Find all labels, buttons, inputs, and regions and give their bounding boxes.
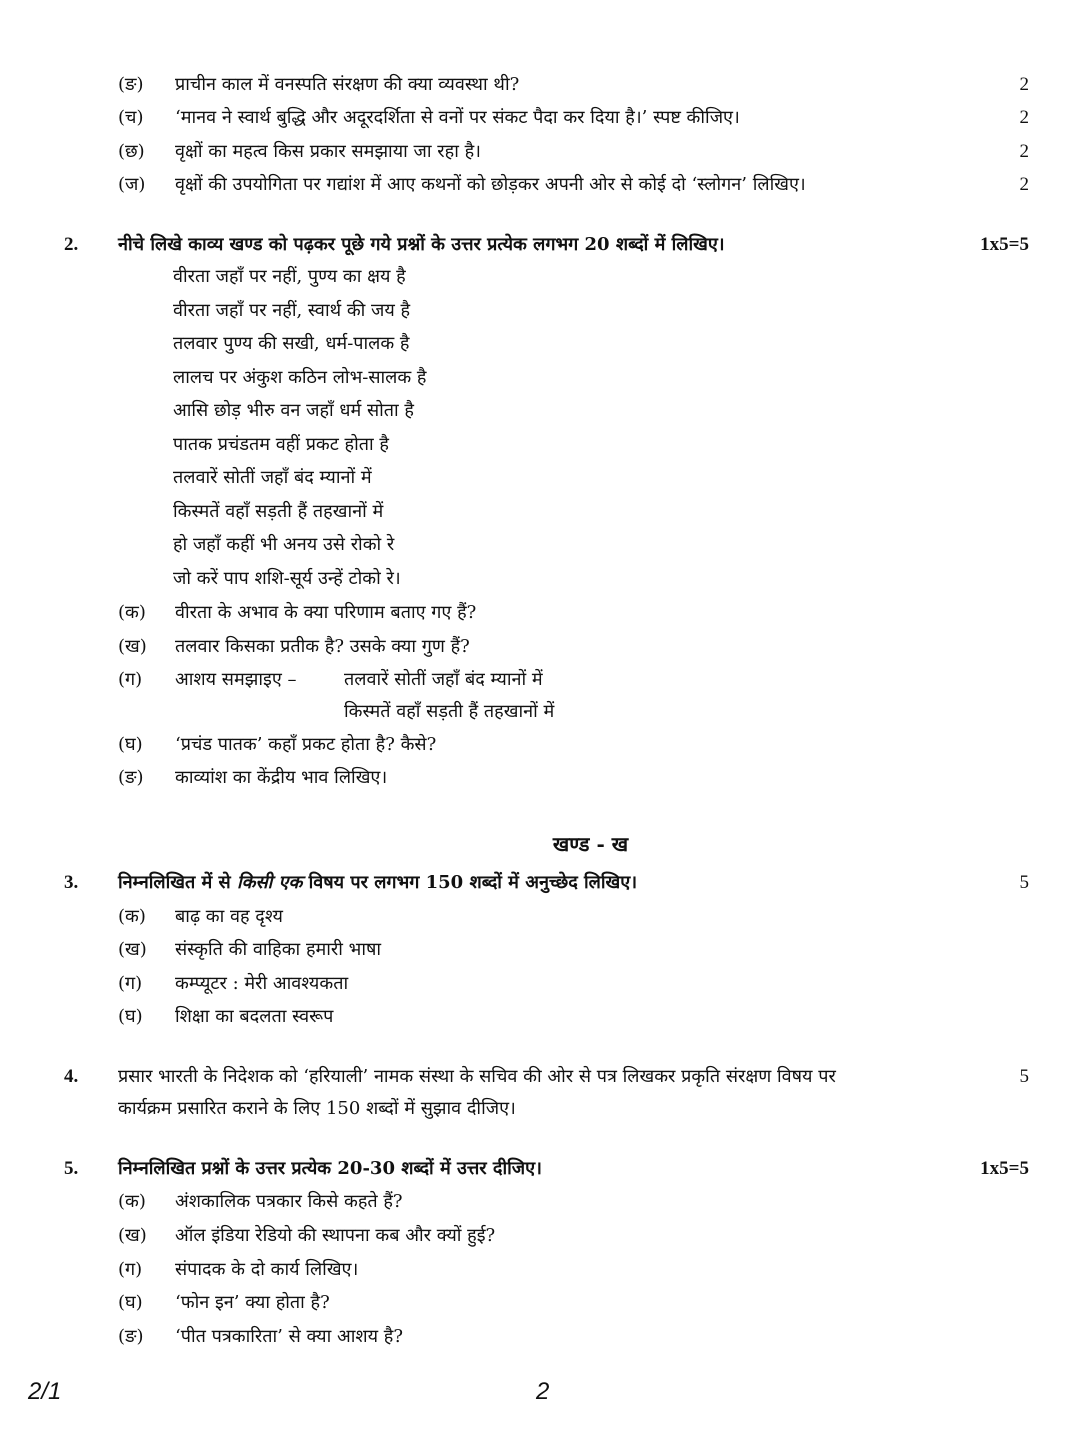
subpart-text: वृक्षों की उपयोगिता पर गद्यांश में आए कथनों को छोड़कर अपनी ओर से कोई दो ‘स्लोगन’ लिखिए। — [175, 174, 806, 195]
marks: 2 — [1019, 141, 1029, 162]
poem-line: वीरता जहाँ पर नहीं, पुण्य का क्षय है — [173, 266, 406, 287]
subpart-label: (ङ) — [118, 1326, 144, 1347]
question-text-part: निम्नलिखित में से — [118, 872, 237, 893]
question-4 — [0, 1062, 1091, 1092]
q1-subpart-ja — [0, 170, 1091, 200]
page-number: 2 — [536, 1378, 550, 1405]
poem-line: तलवार पुण्य की सखी, धर्म-पालक है — [173, 333, 410, 354]
q5-subpart-kha — [0, 1221, 1091, 1251]
question-number: 3. — [64, 872, 79, 893]
subpart-label: (ङ) — [118, 74, 144, 95]
option-text: कम्प्यूटर : मेरी आवश्यकता — [175, 973, 349, 994]
subpart-text: तलवार किसका प्रतीक है? उसके क्या गुण हैं? — [175, 636, 470, 657]
q1-subpart-nga — [0, 70, 1091, 100]
option-text: संस्कृति की वाहिका हमारी भाषा — [175, 939, 382, 960]
q1-subpart-chha — [0, 137, 1091, 167]
subpart-text: वीरता के अभाव के क्या परिणाम बताए गए हैं? — [175, 602, 477, 623]
question-number: 4. — [64, 1066, 79, 1087]
subpart-label: (ख) — [118, 636, 147, 657]
subpart-label: (घ) — [118, 734, 143, 755]
marks: 2 — [1019, 74, 1029, 95]
paper-code: 2/1 — [28, 1378, 62, 1405]
poem-line: लालच पर अंकुश कठिन लोभ-सालक है — [173, 367, 427, 388]
question-text-line: कार्यक्रम प्रसारित कराने के लिए 150 शब्दों में सुझाव दीजिए। — [118, 1098, 516, 1119]
question-text-part: विषय पर लगभग 150 शब्दों में अनुच्छेद लिखिए। — [302, 872, 638, 893]
poem-line: हो जहाँ कहीं भी अनय उसे रोको रे — [173, 534, 395, 555]
q3-option-gha — [0, 1002, 1091, 1032]
subpart-text: ‘पीत पत्रकारिता’ से क्या आशय है? — [175, 1326, 403, 1347]
option-label: (घ) — [118, 1006, 143, 1027]
q2-subpart-kha — [0, 632, 1091, 662]
question-5 — [0, 1154, 1091, 1184]
subpart-text: काव्यांश का केंद्रीय भाव लिखिए। — [175, 767, 388, 788]
question-text-line: प्रसार भारती के निदेशक को ‘हरियाली’ नामक संस्था के सचिव की ओर से पत्र लिखकर प्रकृति संरक्षण विषय पर — [118, 1066, 836, 1087]
subpart-text: ‘फोन इन’ क्या होता है? — [175, 1292, 330, 1313]
q1-subpart-cha — [0, 103, 1091, 133]
subpart-text: संपादक के दो कार्य लिखिए। — [175, 1259, 359, 1280]
subpart-text: वृक्षों का महत्व किस प्रकार समझाया जा रहा है। — [175, 141, 481, 162]
question-text-emphasis: किसी एक — [236, 872, 303, 893]
q5-subpart-gha — [0, 1288, 1091, 1318]
q3-option-kha — [0, 935, 1091, 965]
q2-subpart-ga-continued — [0, 697, 1091, 727]
q5-subpart-nga — [0, 1322, 1091, 1352]
subpart-label: (छ) — [118, 141, 145, 162]
question-2 — [0, 230, 1091, 260]
subpart-text: अंशकालिक पत्रकार किसे कहते हैं? — [175, 1191, 403, 1212]
q2-subpart-nga — [0, 763, 1091, 793]
question-text: नीचे लिखे काव्य खण्ड को पढ़कर पूछे गये प्रश्नों के उत्तर प्रत्येक लगभग 20 शब्दों में लिखिए। — [118, 234, 725, 255]
q5-subpart-ga — [0, 1255, 1091, 1285]
question-text — [118, 868, 637, 898]
subpart-label: (च) — [118, 107, 144, 128]
subpart-text: आशय समझाइए – — [175, 669, 297, 690]
marks: 1x5=5 — [980, 1158, 1029, 1179]
marks: 2 — [1019, 174, 1029, 195]
subpart-label: (घ) — [118, 1292, 143, 1313]
subpart-label: (ज) — [118, 174, 146, 195]
option-label: (ख) — [118, 939, 147, 960]
subpart-label: (क) — [118, 602, 146, 623]
q5-subpart-ka — [0, 1187, 1091, 1217]
question-number: 2. — [64, 234, 79, 255]
q3-option-ka — [0, 902, 1091, 932]
option-text: शिक्षा का बदलता स्वरूप — [175, 1006, 334, 1027]
q2-subpart-ka — [0, 598, 1091, 628]
marks: 1x5=5 — [980, 234, 1029, 255]
subpart-label: (ग) — [118, 1259, 143, 1280]
marks: 5 — [1019, 872, 1029, 893]
marks: 2 — [1019, 107, 1029, 128]
subpart-label: (ग) — [118, 669, 143, 690]
subpart-text: ऑल इंडिया रेडियो की स्थापना कब और क्यों हुई? — [175, 1225, 496, 1246]
q2-subpart-ga — [0, 665, 1091, 695]
poem-line: पातक प्रचंडतम वहीं प्रकट होता है — [173, 434, 389, 455]
quoted-line: तलवारें सोतीं जहाँ बंद म्यानों में — [344, 669, 543, 690]
section-heading: खण्ड - ख — [552, 832, 629, 856]
option-text: बाढ़ का वह दृश्य — [175, 906, 283, 927]
subpart-label: (ख) — [118, 1225, 147, 1246]
question-4-continued — [0, 1094, 1091, 1124]
poem-line: किस्मतें वहाँ सड़ती हैं तहखानों में — [173, 501, 384, 522]
poem-line: वीरता जहाँ पर नहीं, स्वार्थ की जय है — [173, 300, 411, 321]
subpart-text: ‘मानव ने स्वार्थ बुद्धि और अदूरदर्शिता से वनों पर संकट पैदा कर दिया है।’ स्पष्ट कीजिए। — [175, 107, 740, 128]
subpart-text: प्राचीन काल में वनस्पति संरक्षण की क्या व्यवस्था थी? — [175, 74, 520, 95]
poem-line: जो करें पाप शशि-सूर्य उन्हें टोको रे। — [173, 568, 401, 589]
marks: 5 — [1019, 1066, 1029, 1087]
quoted-line: किस्मतें वहाँ सड़ती हैं तहखानों में — [344, 701, 555, 722]
q3-option-ga — [0, 969, 1091, 999]
option-label: (ग) — [118, 973, 143, 994]
q2-subpart-gha — [0, 730, 1091, 760]
subpart-label: (क) — [118, 1191, 146, 1212]
question-number: 5. — [64, 1158, 79, 1179]
poem-line: तलवारें सोतीं जहाँ बंद म्यानों में — [173, 467, 372, 488]
question-text: निम्नलिखित प्रश्नों के उत्तर प्रत्येक 20-30 शब्दों में उत्तर दीजिए। — [118, 1158, 542, 1179]
subpart-text: ‘प्रचंड पातक’ कहाँ प्रकट होता है? कैसे? — [175, 734, 437, 755]
question-3 — [0, 868, 1091, 898]
subpart-label: (ङ) — [118, 767, 144, 788]
poem-line: आसि छोड़ भीरु वन जहाँ धर्म सोता है — [173, 400, 414, 421]
option-label: (क) — [118, 906, 146, 927]
